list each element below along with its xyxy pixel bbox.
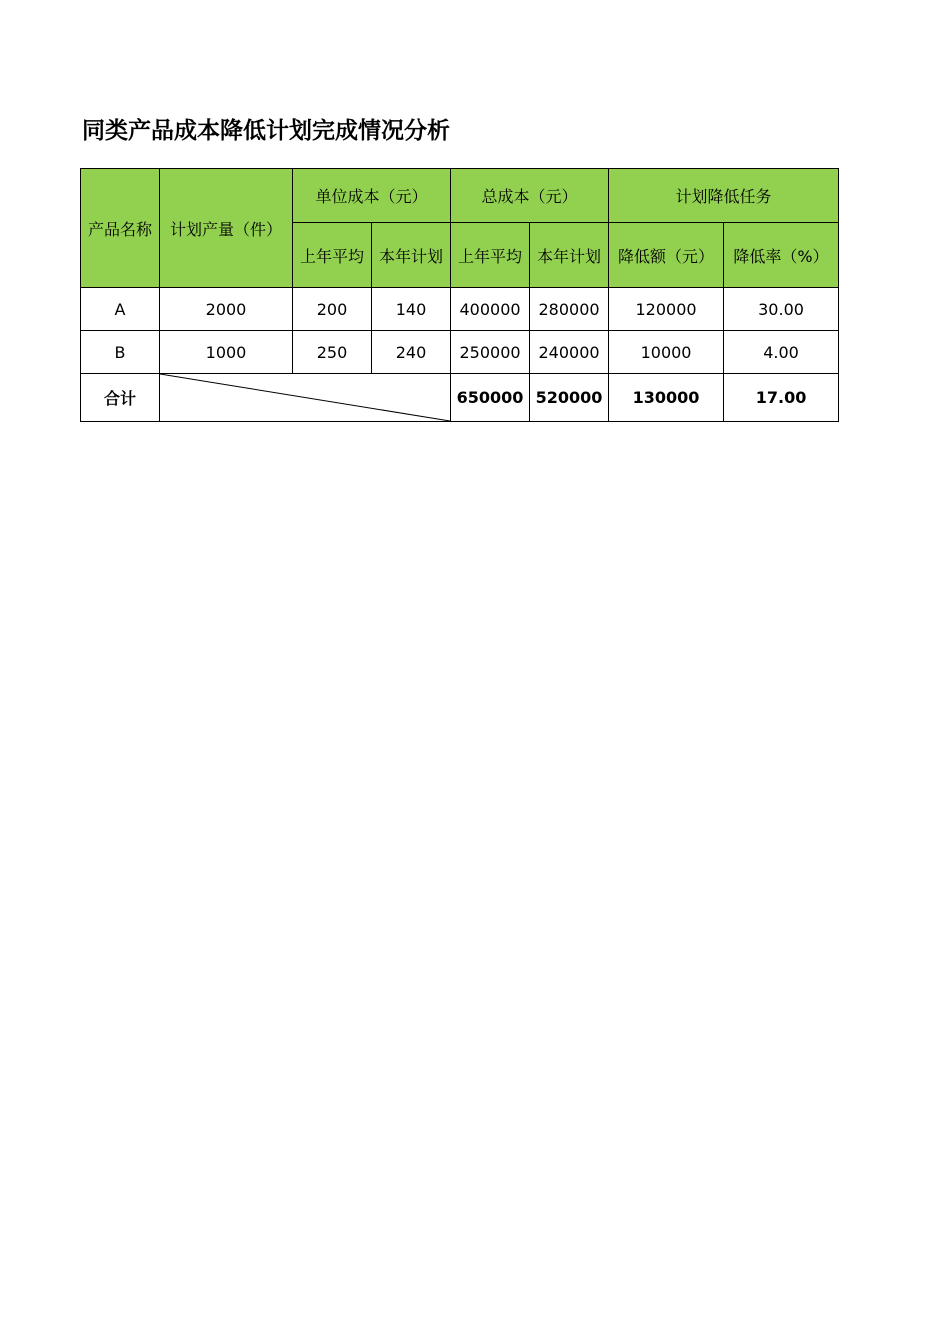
cell-reduction-amount-sum: 130000: [609, 374, 724, 422]
cell-planned-output: 2000: [160, 288, 293, 331]
header-total-cost: 总成本（元）: [451, 169, 609, 223]
header-planned-output: 计划产量（件）: [160, 169, 293, 288]
cell-reduction-rate: 30.00: [724, 288, 839, 331]
cost-reduction-table: [80, 168, 839, 422]
cell-unit-last: 250: [293, 331, 372, 374]
header-unit-last-year-avg: 上年平均: [293, 223, 372, 288]
cell-unit-plan: 240: [372, 331, 451, 374]
cell-reduction-rate-sum: 17.00: [724, 374, 839, 422]
page-title: 同类产品成本降低计划完成情况分析: [82, 118, 450, 144]
table-row: [81, 331, 839, 374]
diagonal-line: [160, 374, 450, 421]
cell-product-name: B: [81, 331, 160, 374]
header-reduction-amount: 降低额（元）: [609, 223, 724, 288]
cell-reduction-amount: 120000: [609, 288, 724, 331]
cell-planned-output: 1000: [160, 331, 293, 374]
header-row-1: [81, 169, 839, 223]
cell-unit-plan: 140: [372, 288, 451, 331]
cell-product-name: A: [81, 288, 160, 331]
header-reduction-task: 计划降低任务: [609, 169, 839, 223]
cell-total-plan-sum: 520000: [530, 374, 609, 422]
total-row: [81, 374, 839, 422]
header-reduction-rate: 降低率（%）: [724, 223, 839, 288]
diagonal-blank-cell: [160, 374, 451, 422]
header-product-name: 产品名称: [81, 169, 160, 288]
cell-total-label: 合计: [81, 374, 160, 422]
header-total-last-year-avg: 上年平均: [451, 223, 530, 288]
cell-unit-last: 200: [293, 288, 372, 331]
cell-reduction-rate: 4.00: [724, 331, 839, 374]
cell-total-plan: 280000: [530, 288, 609, 331]
table-row: [81, 288, 839, 331]
cell-total-last: 250000: [451, 331, 530, 374]
cell-total-plan: 240000: [530, 331, 609, 374]
header-total-this-year-plan: 本年计划: [530, 223, 609, 288]
cell-reduction-amount: 10000: [609, 331, 724, 374]
cell-total-last: 400000: [451, 288, 530, 331]
header-unit-this-year-plan: 本年计划: [372, 223, 451, 288]
header-unit-cost: 单位成本（元）: [293, 169, 451, 223]
cell-total-last-sum: 650000: [451, 374, 530, 422]
